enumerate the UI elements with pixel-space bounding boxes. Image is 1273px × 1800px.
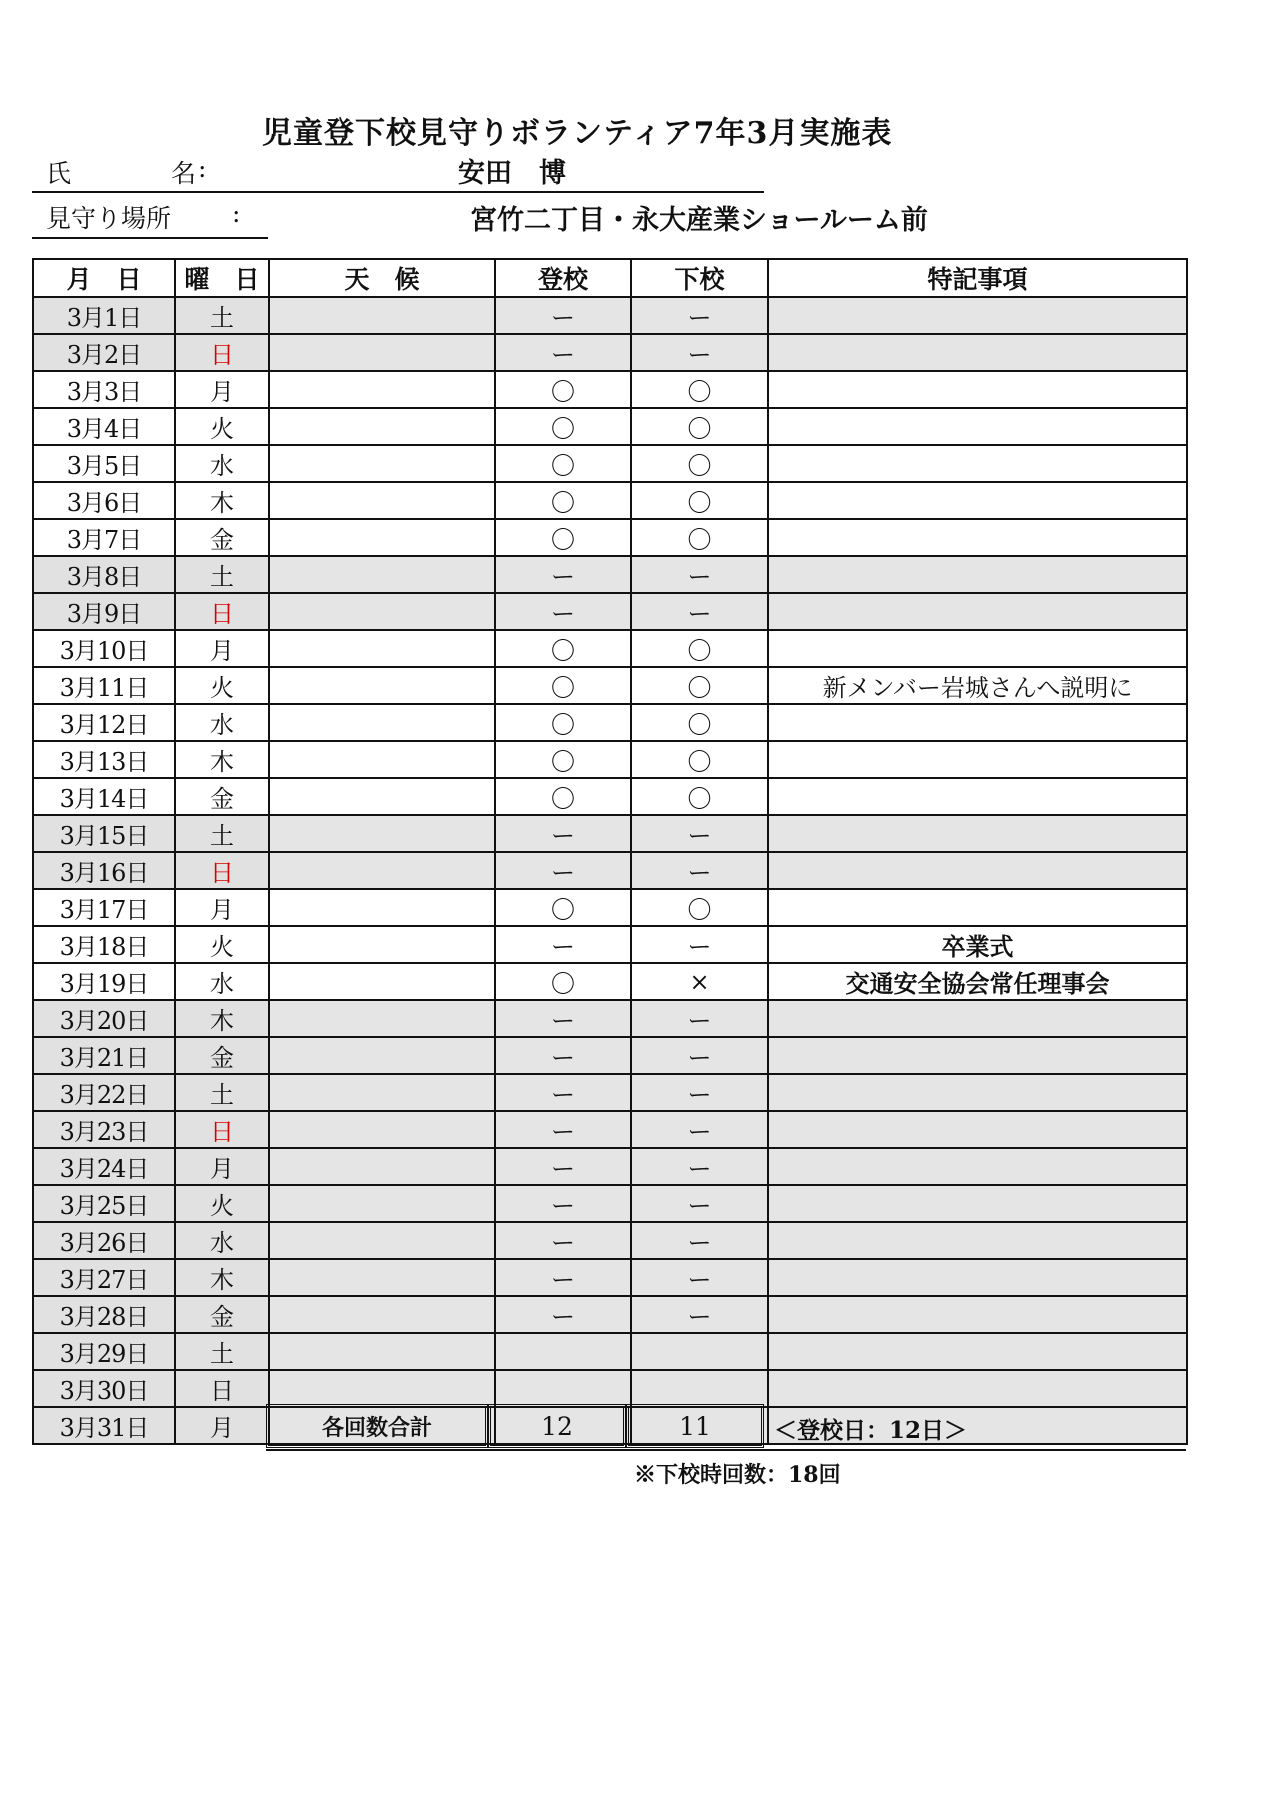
- from-school-cell: ー: [631, 1000, 768, 1037]
- weather-cell: [269, 1333, 495, 1370]
- from-school-cell: 〇: [631, 630, 768, 667]
- place-underline: [32, 237, 268, 239]
- notes-cell: [768, 1111, 1187, 1148]
- header-weekday: 曜 日: [175, 259, 269, 297]
- table-row: [33, 445, 1187, 482]
- weather-cell: [269, 1259, 495, 1296]
- date-cell: 3月5日: [33, 445, 175, 482]
- from-school-cell: ー: [631, 1296, 768, 1333]
- notes-cell: [768, 778, 1187, 815]
- table-row: [33, 815, 1187, 852]
- date-cell: 3月27日: [33, 1259, 175, 1296]
- weekday-cell: 木: [175, 1000, 269, 1037]
- weekday-cell: 金: [175, 778, 269, 815]
- from-school-cell: ー: [631, 815, 768, 852]
- weekday-cell: 月: [175, 1148, 269, 1185]
- notes-cell: [768, 519, 1187, 556]
- volunteer-name: 安田 博: [458, 158, 566, 189]
- weather-cell: [269, 482, 495, 519]
- date-cell: 3月23日: [33, 1111, 175, 1148]
- header-from-school: 下校: [631, 259, 768, 297]
- header-notes: 特記事項: [768, 259, 1187, 297]
- notes-cell: [768, 371, 1187, 408]
- weather-cell: [269, 667, 495, 704]
- weather-cell: [269, 1037, 495, 1074]
- date-cell: 3月21日: [33, 1037, 175, 1074]
- notes-cell: [768, 1296, 1187, 1333]
- notes-cell: [768, 334, 1187, 371]
- to-school-cell: ー: [495, 1148, 631, 1185]
- to-school-cell: 〇: [495, 630, 631, 667]
- totals-label: 各回数合計: [266, 1404, 488, 1448]
- weather-cell: [269, 1074, 495, 1111]
- from-school-cell: ー: [631, 1222, 768, 1259]
- weekday-cell: 木: [175, 1259, 269, 1296]
- from-school-cell: 〇: [631, 482, 768, 519]
- to-school-cell: 〇: [495, 371, 631, 408]
- weather-cell: [269, 815, 495, 852]
- date-cell: 3月2日: [33, 334, 175, 371]
- from-school-cell: ー: [631, 852, 768, 889]
- notes-cell: 交通安全協会常任理事会: [768, 963, 1187, 1000]
- notes-cell: [768, 1222, 1187, 1259]
- date-cell: 3月26日: [33, 1222, 175, 1259]
- from-school-cell: ー: [631, 334, 768, 371]
- weekday-cell: 日: [175, 1111, 269, 1148]
- date-cell: 3月24日: [33, 1148, 175, 1185]
- weather-cell: [269, 1111, 495, 1148]
- notes-cell: [768, 889, 1187, 926]
- weekday-cell: 水: [175, 963, 269, 1000]
- date-cell: 3月30日: [33, 1370, 175, 1407]
- table-header-row: [33, 259, 1187, 297]
- weekday-cell: 金: [175, 1296, 269, 1333]
- document-title: 児童登下校見守りボランティア7年3月実施表: [262, 116, 893, 151]
- totals-from-school: 11: [626, 1404, 764, 1448]
- to-school-cell: [495, 1333, 631, 1370]
- attendance-table: [32, 258, 1188, 1445]
- from-school-cell: 〇: [631, 741, 768, 778]
- notes-cell: [768, 1185, 1187, 1222]
- place-colon: :: [232, 199, 241, 228]
- from-school-cell: [631, 1333, 768, 1370]
- date-cell: 3月4日: [33, 408, 175, 445]
- weekday-cell: 月: [175, 630, 269, 667]
- weather-cell: [269, 593, 495, 630]
- table-row: [33, 852, 1187, 889]
- weekday-cell: 月: [175, 1407, 269, 1444]
- to-school-cell: ー: [495, 1185, 631, 1222]
- date-cell: 3月29日: [33, 1333, 175, 1370]
- weekday-cell: 火: [175, 1185, 269, 1222]
- date-cell: 3月1日: [33, 297, 175, 334]
- from-school-cell: 〇: [631, 667, 768, 704]
- notes-cell: [768, 815, 1187, 852]
- from-school-cell: ー: [631, 1148, 768, 1185]
- table-row: [33, 1259, 1187, 1296]
- weekday-cell: 月: [175, 371, 269, 408]
- date-cell: 3月28日: [33, 1296, 175, 1333]
- date-cell: 3月9日: [33, 593, 175, 630]
- weather-cell: [269, 1222, 495, 1259]
- table-row: [33, 704, 1187, 741]
- weather-cell: [269, 556, 495, 593]
- table-row: [33, 926, 1187, 963]
- table-row: [33, 630, 1187, 667]
- notes-cell: [768, 741, 1187, 778]
- weekday-cell: 日: [175, 593, 269, 630]
- table-row: [33, 1000, 1187, 1037]
- to-school-cell: 〇: [495, 704, 631, 741]
- date-cell: 3月11日: [33, 667, 175, 704]
- table-row: [33, 297, 1187, 334]
- weekday-cell: 火: [175, 667, 269, 704]
- notes-cell: [768, 1370, 1187, 1407]
- weather-cell: [269, 1148, 495, 1185]
- to-school-cell: 〇: [495, 667, 631, 704]
- from-school-cell: 〇: [631, 408, 768, 445]
- table-row: [33, 1148, 1187, 1185]
- date-cell: 3月6日: [33, 482, 175, 519]
- notes-cell: [768, 1000, 1187, 1037]
- notes-cell: [768, 1074, 1187, 1111]
- to-school-cell: 〇: [495, 408, 631, 445]
- weekday-cell: 土: [175, 556, 269, 593]
- from-school-cell: ー: [631, 1074, 768, 1111]
- to-school-cell: 〇: [495, 963, 631, 1000]
- to-school-cell: ー: [495, 852, 631, 889]
- from-school-cell: [631, 1370, 768, 1407]
- weather-cell: [269, 408, 495, 445]
- table-row: [33, 1333, 1187, 1370]
- to-school-cell: ー: [495, 1222, 631, 1259]
- weekday-cell: 日: [175, 852, 269, 889]
- weekday-cell: 土: [175, 1074, 269, 1111]
- table-row: [33, 1185, 1187, 1222]
- from-school-cell: 〇: [631, 371, 768, 408]
- notes-cell: [768, 593, 1187, 630]
- to-school-cell: ー: [495, 1000, 631, 1037]
- from-school-cell: ー: [631, 926, 768, 963]
- from-school-cell: 〇: [631, 889, 768, 926]
- weather-cell: [269, 371, 495, 408]
- notes-cell: [768, 482, 1187, 519]
- table-row: [33, 889, 1187, 926]
- name-label: 氏 名: [46, 159, 197, 188]
- to-school-cell: ー: [495, 1037, 631, 1074]
- table-row: [33, 963, 1187, 1000]
- notes-cell: [768, 1148, 1187, 1185]
- date-cell: 3月19日: [33, 963, 175, 1000]
- date-cell: 3月17日: [33, 889, 175, 926]
- table-row: [33, 741, 1187, 778]
- to-school-cell: [495, 1370, 631, 1407]
- date-cell: 3月22日: [33, 1074, 175, 1111]
- weather-cell: [269, 704, 495, 741]
- table-row: [33, 1222, 1187, 1259]
- name-underline: [32, 191, 764, 193]
- notes-cell: [768, 630, 1187, 667]
- to-school-cell: ー: [495, 1111, 631, 1148]
- from-school-cell: 〇: [631, 704, 768, 741]
- weekday-cell: 木: [175, 741, 269, 778]
- from-school-cell: ー: [631, 1185, 768, 1222]
- weather-cell: [269, 778, 495, 815]
- weekday-cell: 水: [175, 704, 269, 741]
- to-school-cell: ー: [495, 334, 631, 371]
- notes-cell: 新メンバー岩城さんへ説明に: [768, 667, 1187, 704]
- school-days-note: ＜登校日：12日＞: [774, 1417, 968, 1444]
- table-row: [33, 1111, 1187, 1148]
- footnote: ※下校時回数：18回: [634, 1462, 841, 1488]
- weekday-cell: 日: [175, 334, 269, 371]
- to-school-cell: 〇: [495, 741, 631, 778]
- to-school-cell: ー: [495, 1296, 631, 1333]
- to-school-cell: 〇: [495, 519, 631, 556]
- weather-cell: [269, 741, 495, 778]
- weather-cell: [269, 1296, 495, 1333]
- weekday-cell: 火: [175, 926, 269, 963]
- date-cell: 3月15日: [33, 815, 175, 852]
- table-row: [33, 593, 1187, 630]
- to-school-cell: ー: [495, 815, 631, 852]
- to-school-cell: ー: [495, 1259, 631, 1296]
- date-cell: 3月25日: [33, 1185, 175, 1222]
- notes-cell: 卒業式: [768, 926, 1187, 963]
- weekday-cell: 日: [175, 1370, 269, 1407]
- table-row: [33, 482, 1187, 519]
- date-cell: 3月10日: [33, 630, 175, 667]
- weekday-cell: 土: [175, 815, 269, 852]
- from-school-cell: ー: [631, 556, 768, 593]
- table-row: [33, 667, 1187, 704]
- notes-cell: [768, 852, 1187, 889]
- table-row: [33, 519, 1187, 556]
- to-school-cell: ー: [495, 926, 631, 963]
- table-row: [33, 1296, 1187, 1333]
- weather-cell: [269, 334, 495, 371]
- to-school-cell: 〇: [495, 482, 631, 519]
- totals-underline: [266, 1449, 1186, 1451]
- notes-cell: [768, 445, 1187, 482]
- weekday-cell: 土: [175, 297, 269, 334]
- table-row: [33, 1037, 1187, 1074]
- weather-cell: [269, 297, 495, 334]
- weekday-cell: 木: [175, 482, 269, 519]
- header-to-school: 登校: [495, 259, 631, 297]
- table-row: [33, 556, 1187, 593]
- totals-row: [266, 1404, 764, 1448]
- notes-cell: [768, 297, 1187, 334]
- watch-place: 宮竹二丁目・永大産業ショールーム前: [470, 205, 928, 236]
- table-body: [33, 297, 1187, 1444]
- header-date: 月 日: [33, 259, 175, 297]
- date-cell: 3月8日: [33, 556, 175, 593]
- from-school-cell: 〇: [631, 778, 768, 815]
- weather-cell: [269, 889, 495, 926]
- weather-cell: [269, 1185, 495, 1222]
- notes-cell: [768, 556, 1187, 593]
- totals-to-school: 12: [488, 1404, 626, 1448]
- table-row: [33, 408, 1187, 445]
- date-cell: 3月3日: [33, 371, 175, 408]
- notes-cell: [768, 408, 1187, 445]
- from-school-cell: ー: [631, 297, 768, 334]
- weekday-cell: 金: [175, 519, 269, 556]
- weekday-cell: 火: [175, 408, 269, 445]
- notes-cell: [768, 1037, 1187, 1074]
- date-cell: 3月13日: [33, 741, 175, 778]
- notes-cell: [768, 1259, 1187, 1296]
- date-cell: 3月31日: [33, 1407, 175, 1444]
- from-school-cell: ー: [631, 1037, 768, 1074]
- weather-cell: [269, 519, 495, 556]
- from-school-cell: 〇: [631, 445, 768, 482]
- table-row: [33, 778, 1187, 815]
- table-row: [33, 1074, 1187, 1111]
- to-school-cell: 〇: [495, 445, 631, 482]
- to-school-cell: ー: [495, 1074, 631, 1111]
- date-cell: 3月14日: [33, 778, 175, 815]
- weather-cell: [269, 445, 495, 482]
- weekday-cell: 月: [175, 889, 269, 926]
- weekday-cell: 水: [175, 445, 269, 482]
- weather-cell: [269, 630, 495, 667]
- table-row: [33, 371, 1187, 408]
- date-cell: 3月7日: [33, 519, 175, 556]
- table-row: [33, 1370, 1187, 1407]
- weather-cell: [269, 1000, 495, 1037]
- date-cell: 3月20日: [33, 1000, 175, 1037]
- from-school-cell: ー: [631, 593, 768, 630]
- totals-table: [266, 1404, 764, 1448]
- to-school-cell: 〇: [495, 889, 631, 926]
- table-row: [33, 334, 1187, 371]
- weekday-cell: 金: [175, 1037, 269, 1074]
- to-school-cell: ー: [495, 593, 631, 630]
- notes-cell: [768, 704, 1187, 741]
- place-label: 見守り場所: [46, 204, 172, 233]
- header-weather: 天 候: [269, 259, 495, 297]
- to-school-cell: 〇: [495, 778, 631, 815]
- notes-cell: [768, 1333, 1187, 1370]
- from-school-cell: ー: [631, 1259, 768, 1296]
- date-cell: 3月16日: [33, 852, 175, 889]
- weekday-cell: 土: [175, 1333, 269, 1370]
- from-school-cell: 〇: [631, 519, 768, 556]
- to-school-cell: ー: [495, 297, 631, 334]
- from-school-cell: ー: [631, 1111, 768, 1148]
- date-cell: 3月18日: [33, 926, 175, 963]
- date-cell: 3月12日: [33, 704, 175, 741]
- weather-cell: [269, 926, 495, 963]
- weather-cell: [269, 963, 495, 1000]
- weather-cell: [269, 852, 495, 889]
- from-school-cell: ×: [631, 963, 768, 1000]
- to-school-cell: ー: [495, 556, 631, 593]
- name-colon: :: [198, 154, 207, 183]
- weather-cell: [269, 1370, 495, 1407]
- weekday-cell: 水: [175, 1222, 269, 1259]
